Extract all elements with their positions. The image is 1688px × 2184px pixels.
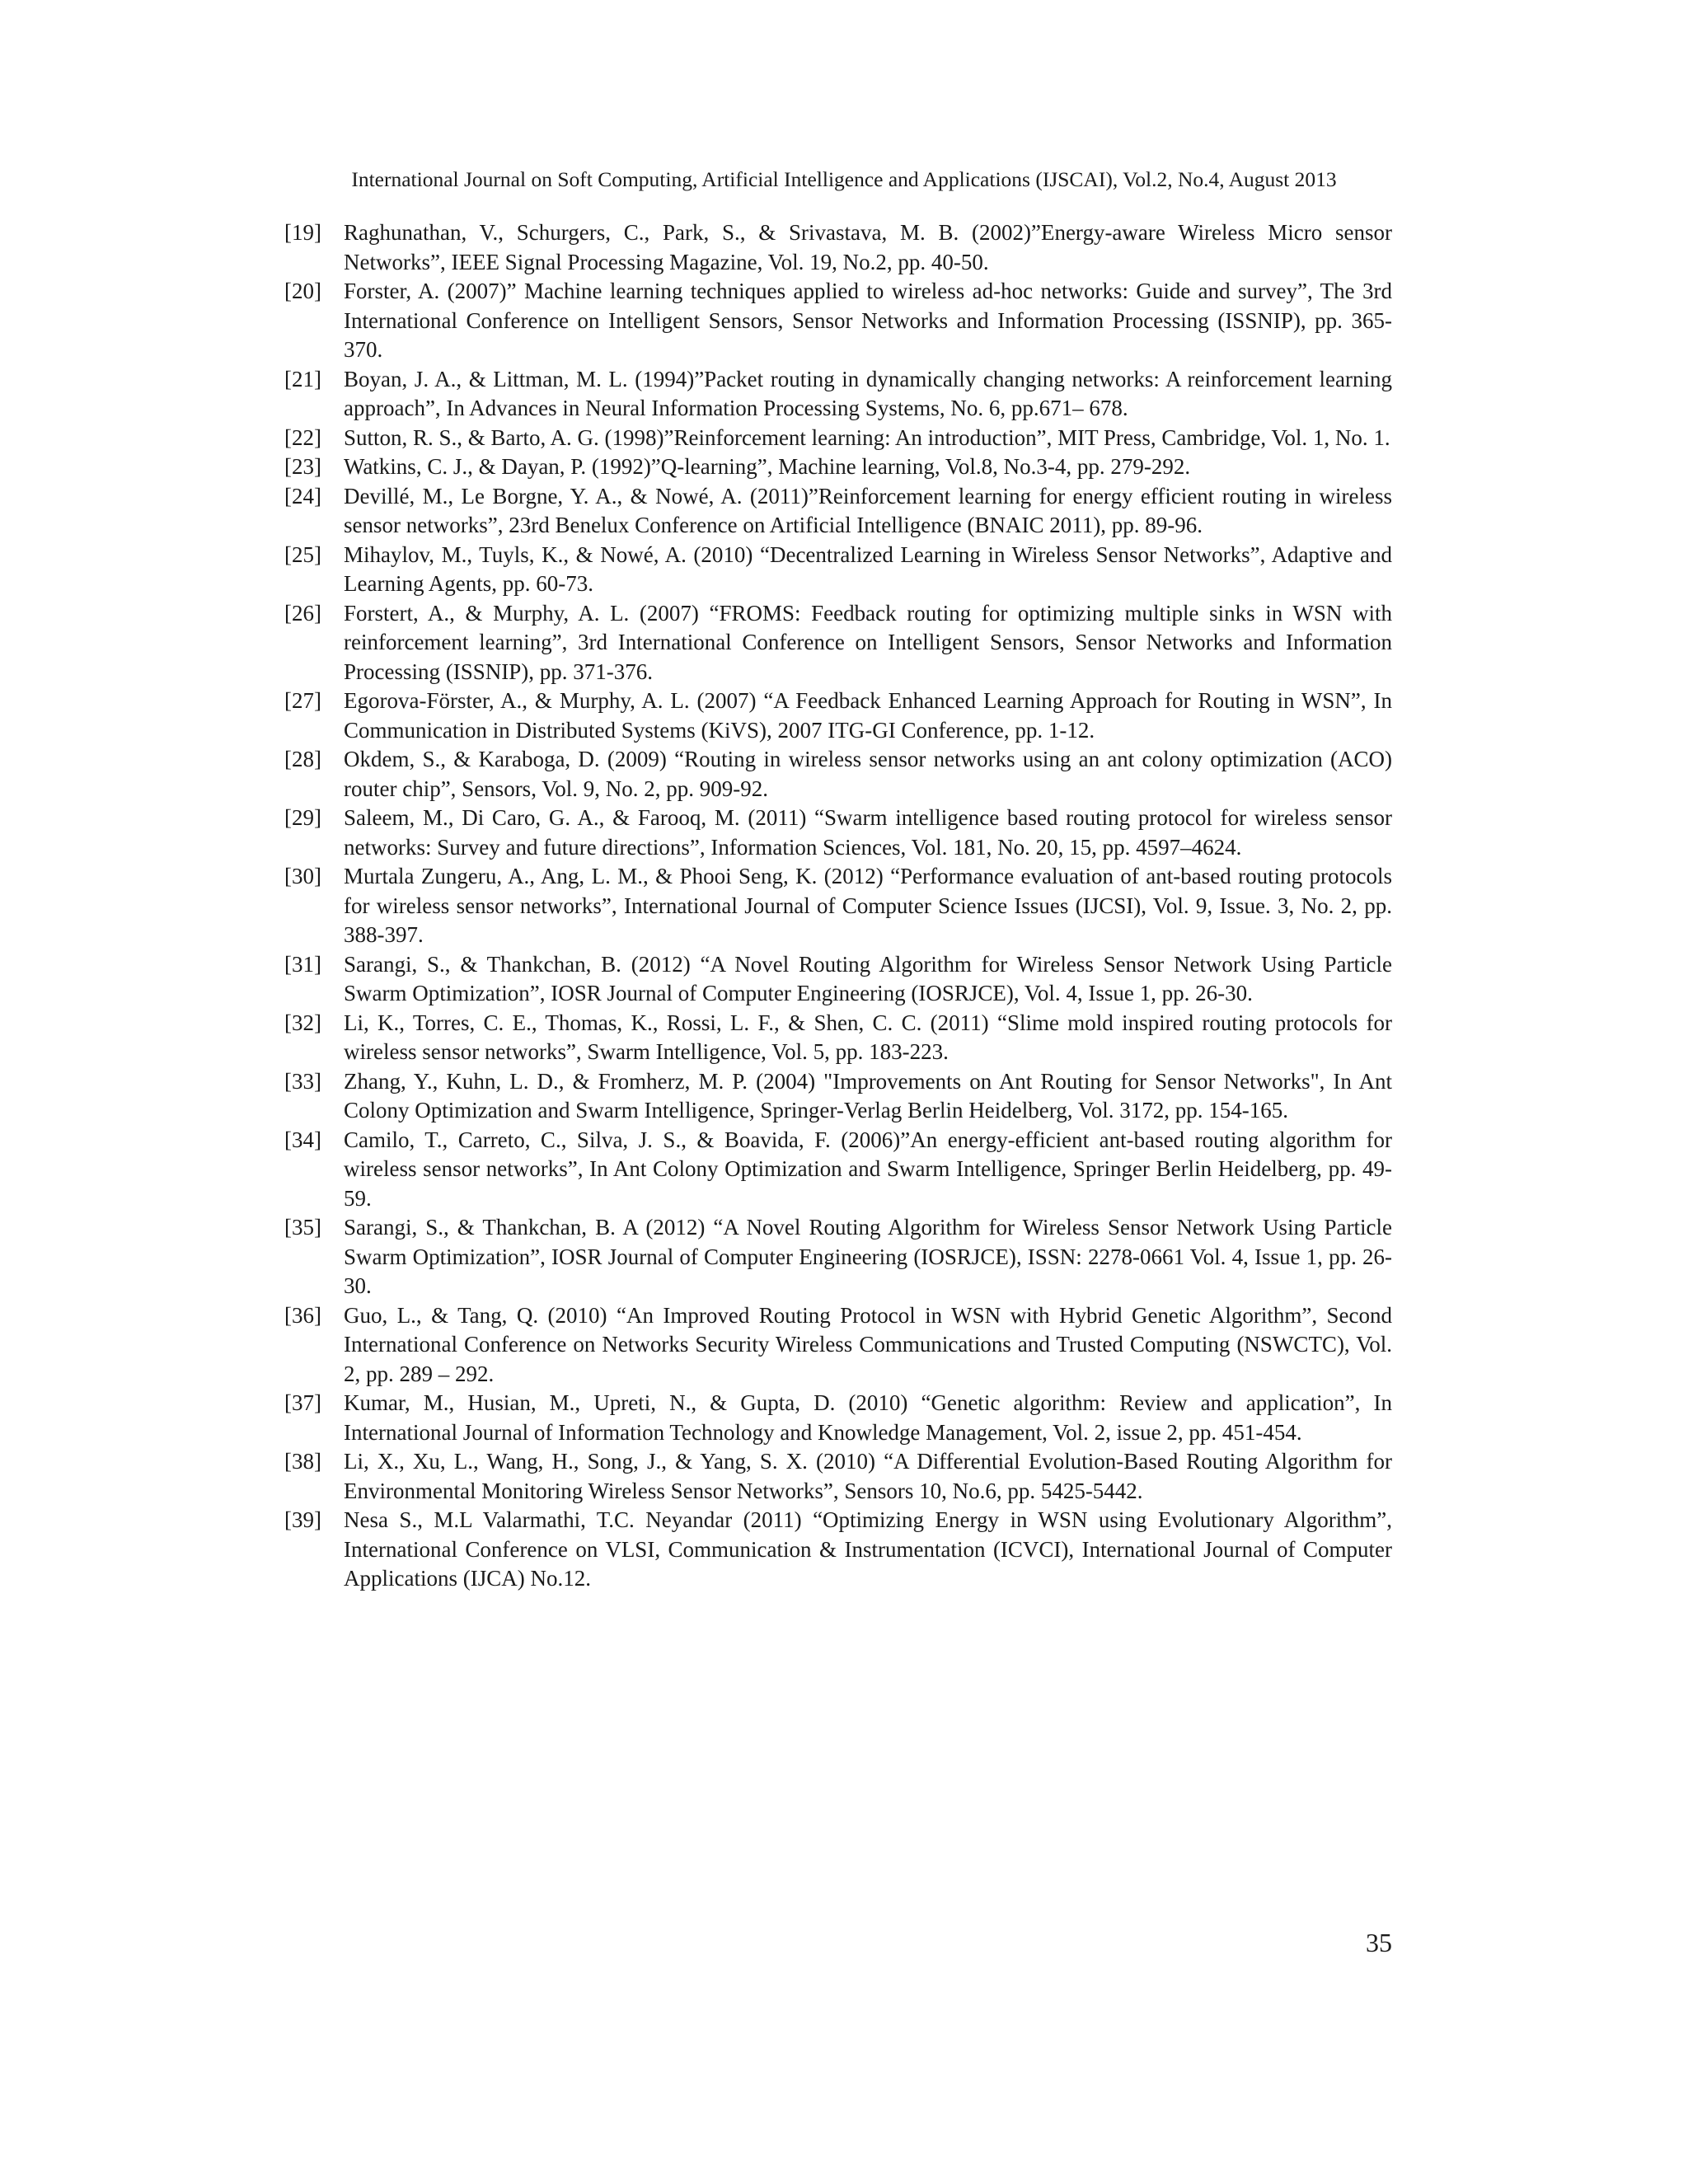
reference-item [284,862,1392,950]
reference-list [284,218,1392,1594]
reference-number: [36] [284,1302,321,1328]
reference-number: [32] [284,1010,321,1035]
reference-item [284,277,1392,365]
reference-item [284,745,1392,804]
reference-text: Egorova-Förster, A., & Murphy, A. L. (2007) “A Feedback Enhanced Learning Approach for Routing in WSN”, In Communication in Distributed Systems (KiVS), 2007 ITG-GI Conference, pp. 1-12. [344,688,1392,743]
reference-item [284,1009,1392,1067]
page-number: 35 [1366,1928,1392,1957]
reference-number: [25] [284,541,321,567]
reference-number: [29] [284,805,321,830]
reference-number: [34] [284,1127,321,1152]
reference-text: Forster, A. (2007)” Machine learning techniques applied to wireless ad-hoc networks: Guide and survey”, The 3rd International Conference on Intelligent Sensors, Sensor Networks and Information Processing (ISSNIP), pp. 365-370. [344,279,1392,362]
reference-item [284,950,1392,1009]
reference-item [284,482,1392,541]
reference-text: Boyan, J. A., & Littman, M. L. (1994)”Packet routing in dynamically changing networks: A reinforcement learning approach”, In Advances in Neural Information Processing Systems, No. 6, pp.671– 678. [344,366,1392,420]
reference-text: Sarangi, S., & Thankchan, B. (2012) “A Novel Routing Algorithm for Wireless Sensor Network Using Particle Swarm Optimization”, IOSR Journal of Computer Engineering (IOSRJCE), Vol. 4, Issue 1, pp. 26-30. [344,951,1392,1005]
reference-number: [33] [284,1068,321,1094]
reference-item [284,424,1392,453]
reference-number: [27] [284,688,321,713]
reference-text: Devillé, M., Le Borgne, Y. A., & Nowé, A. (2011)”Reinforcement learning for energy efficient routing in wireless sensor networks”, 23rd Benelux Conference on Artificial Intelligence (BNAIC 2011), pp. 89-96. [344,483,1392,537]
reference-text: Watkins, C. J., & Dayan, P. (1992)”Q-learning”, Machine learning, Vol.8, No.3-4, pp. 279-292. [344,454,1191,479]
reference-text: Forstert, A., & Murphy, A. L. (2007) “FROMS: Feedback routing for optimizing multiple sinks in WSN with reinforcement learning”, 3rd International Conference on Intelligent Sensors, Sensor Networks and Information Processing (ISSNIP), pp. 371-376. [344,600,1392,684]
reference-text: Nesa S., M.L Valarmathi, T.C. Neyandar (2011) “Optimizing Energy in WSN using Evolutionary Algorithm”, International Conference on VLSI, Communication & Instrumentation (ICVCI), International Journal of Computer Applications (IJCA) No.12. [344,1507,1392,1591]
reference-item [284,1067,1392,1126]
reference-item [284,1447,1392,1506]
reference-item [284,1126,1392,1214]
reference-number: [20] [284,279,321,303]
reference-text: Guo, L., & Tang, Q. (2010) “An Improved Routing Protocol in WSN with Hybrid Genetic Algorithm”, Second International Conference on Networks Security Wireless Communications and Trusted Computing (NSWCTC), Vol. 2, pp. 289 – 292. [344,1302,1392,1386]
reference-number: [28] [284,747,321,771]
reference-text: Sutton, R. S., & Barto, A. G. (1998)”Reinforcement learning: An introduction”, MIT Press, Cambridge, Vol. 1, No. 1. [344,424,1390,450]
reference-text: Zhang, Y., Kuhn, L. D., & Fromherz, M. P. (2004) "Improvements on Ant Routing for Sensor Networks", In Ant Colony Optimization and Swarm Intelligence, Springer-Verlag Berlin Heidelberg, Vol. 3172, pp. 154-165. [344,1068,1392,1122]
reference-item [284,1389,1392,1447]
reference-number: [26] [284,600,321,626]
reference-text: Camilo, T., Carreto, C., Silva, J. S., & Boavida, F. (2006)”An energy-efficient ant-based routing algorithm for wireless sensor networks”, In Ant Colony Optimization and Swarm Intelligence, Springer Berlin Heidelberg, pp. 49-59. [344,1127,1392,1211]
running-header: International Journal on Soft Computing, Artificial Intelligence and Applications (IJSCAI), Vol.2, No.4, August 2013 [351,167,1337,191]
reference-number: [39] [284,1507,321,1532]
reference-number: [35] [284,1215,321,1240]
reference-number: [23] [284,454,321,479]
reference-item [284,1213,1392,1301]
reference-number: [31] [284,951,321,977]
reference-item [284,1506,1392,1594]
reference-text: Murtala Zungeru, A., Ang, L. M., & Phooi Seng, K. (2012) “Performance evaluation of ant-based routing protocols for wireless sensor networks”, International Journal of Computer Science Issues (IJCSI), Vol. 9, Issue. 3, No. 2, pp. 388-397. [344,864,1392,947]
reference-item [284,1301,1392,1390]
reference-item [284,365,1392,424]
reference-item [284,804,1392,862]
reference-text: Saleem, M., Di Caro, G. A., & Farooq, M. (2011) “Swarm intelligence based routing protocol for wireless sensor networks: Survey and future directions”, Information Sciences, Vol. 181, No. 20, 15, pp. 4597–4624. [344,805,1392,860]
reference-item [284,687,1392,745]
reference-text: Sarangi, S., & Thankchan, B. A (2012) “A Novel Routing Algorithm for Wireless Sensor Network Using Particle Swarm Optimization”, IOSR Journal of Computer Engineering (IOSRJCE), ISSN: 2278-0661 Vol. 4, Issue 1, pp. 26-30. [344,1215,1392,1298]
reference-number: [38] [284,1449,321,1474]
reference-number: [22] [284,424,321,450]
reference-item [284,541,1392,599]
reference-number: [21] [284,366,321,391]
reference-number: [24] [284,483,321,509]
reference-text: Mihaylov, M., Tuyls, K., & Nowé, A. (2010) “Decentralized Learning in Wireless Sensor Networks”, Adaptive and Learning Agents, pp. 60-73. [344,541,1392,596]
reference-number: [30] [284,864,321,888]
reference-text: Kumar, M., Husian, M., Upreti, N., & Gupta, D. (2010) “Genetic algorithm: Review and application”, In International Journal of Information Technology and Knowledge Management, Vol. 2, issue 2, pp. 451-454. [344,1390,1392,1445]
reference-text: Okdem, S., & Karaboga, D. (2009) “Routing in wireless sensor networks using an ant colony optimization (ACO) router chip”, Sensors, Vol. 9, No. 2, pp. 909-92. [344,747,1392,801]
reference-item [284,599,1392,687]
reference-text: Li, X., Xu, L., Wang, H., Song, J., & Yang, S. X. (2010) “A Differential Evolution-Based Routing Algorithm for Environmental Monitoring Wireless Sensor Networks”, Sensors 10, No.6, pp. 5425-5442. [344,1449,1392,1503]
reference-item [284,452,1392,482]
reference-item [284,218,1392,277]
reference-number: [19] [284,220,321,245]
reference-text: Raghunathan, V., Schurgers, C., Park, S., & Srivastava, M. B. (2002)”Energy-aware Wireless Micro sensor Networks”, IEEE Signal Processing Magazine, Vol. 19, No.2, pp. 40-50. [344,220,1392,274]
reference-number: [37] [284,1390,321,1415]
reference-text: Li, K., Torres, C. E., Thomas, K., Rossi, L. F., & Shen, C. C. (2011) “Slime mold inspired routing protocols for wireless sensor networks”, Swarm Intelligence, Vol. 5, pp. 183-223. [344,1010,1392,1064]
